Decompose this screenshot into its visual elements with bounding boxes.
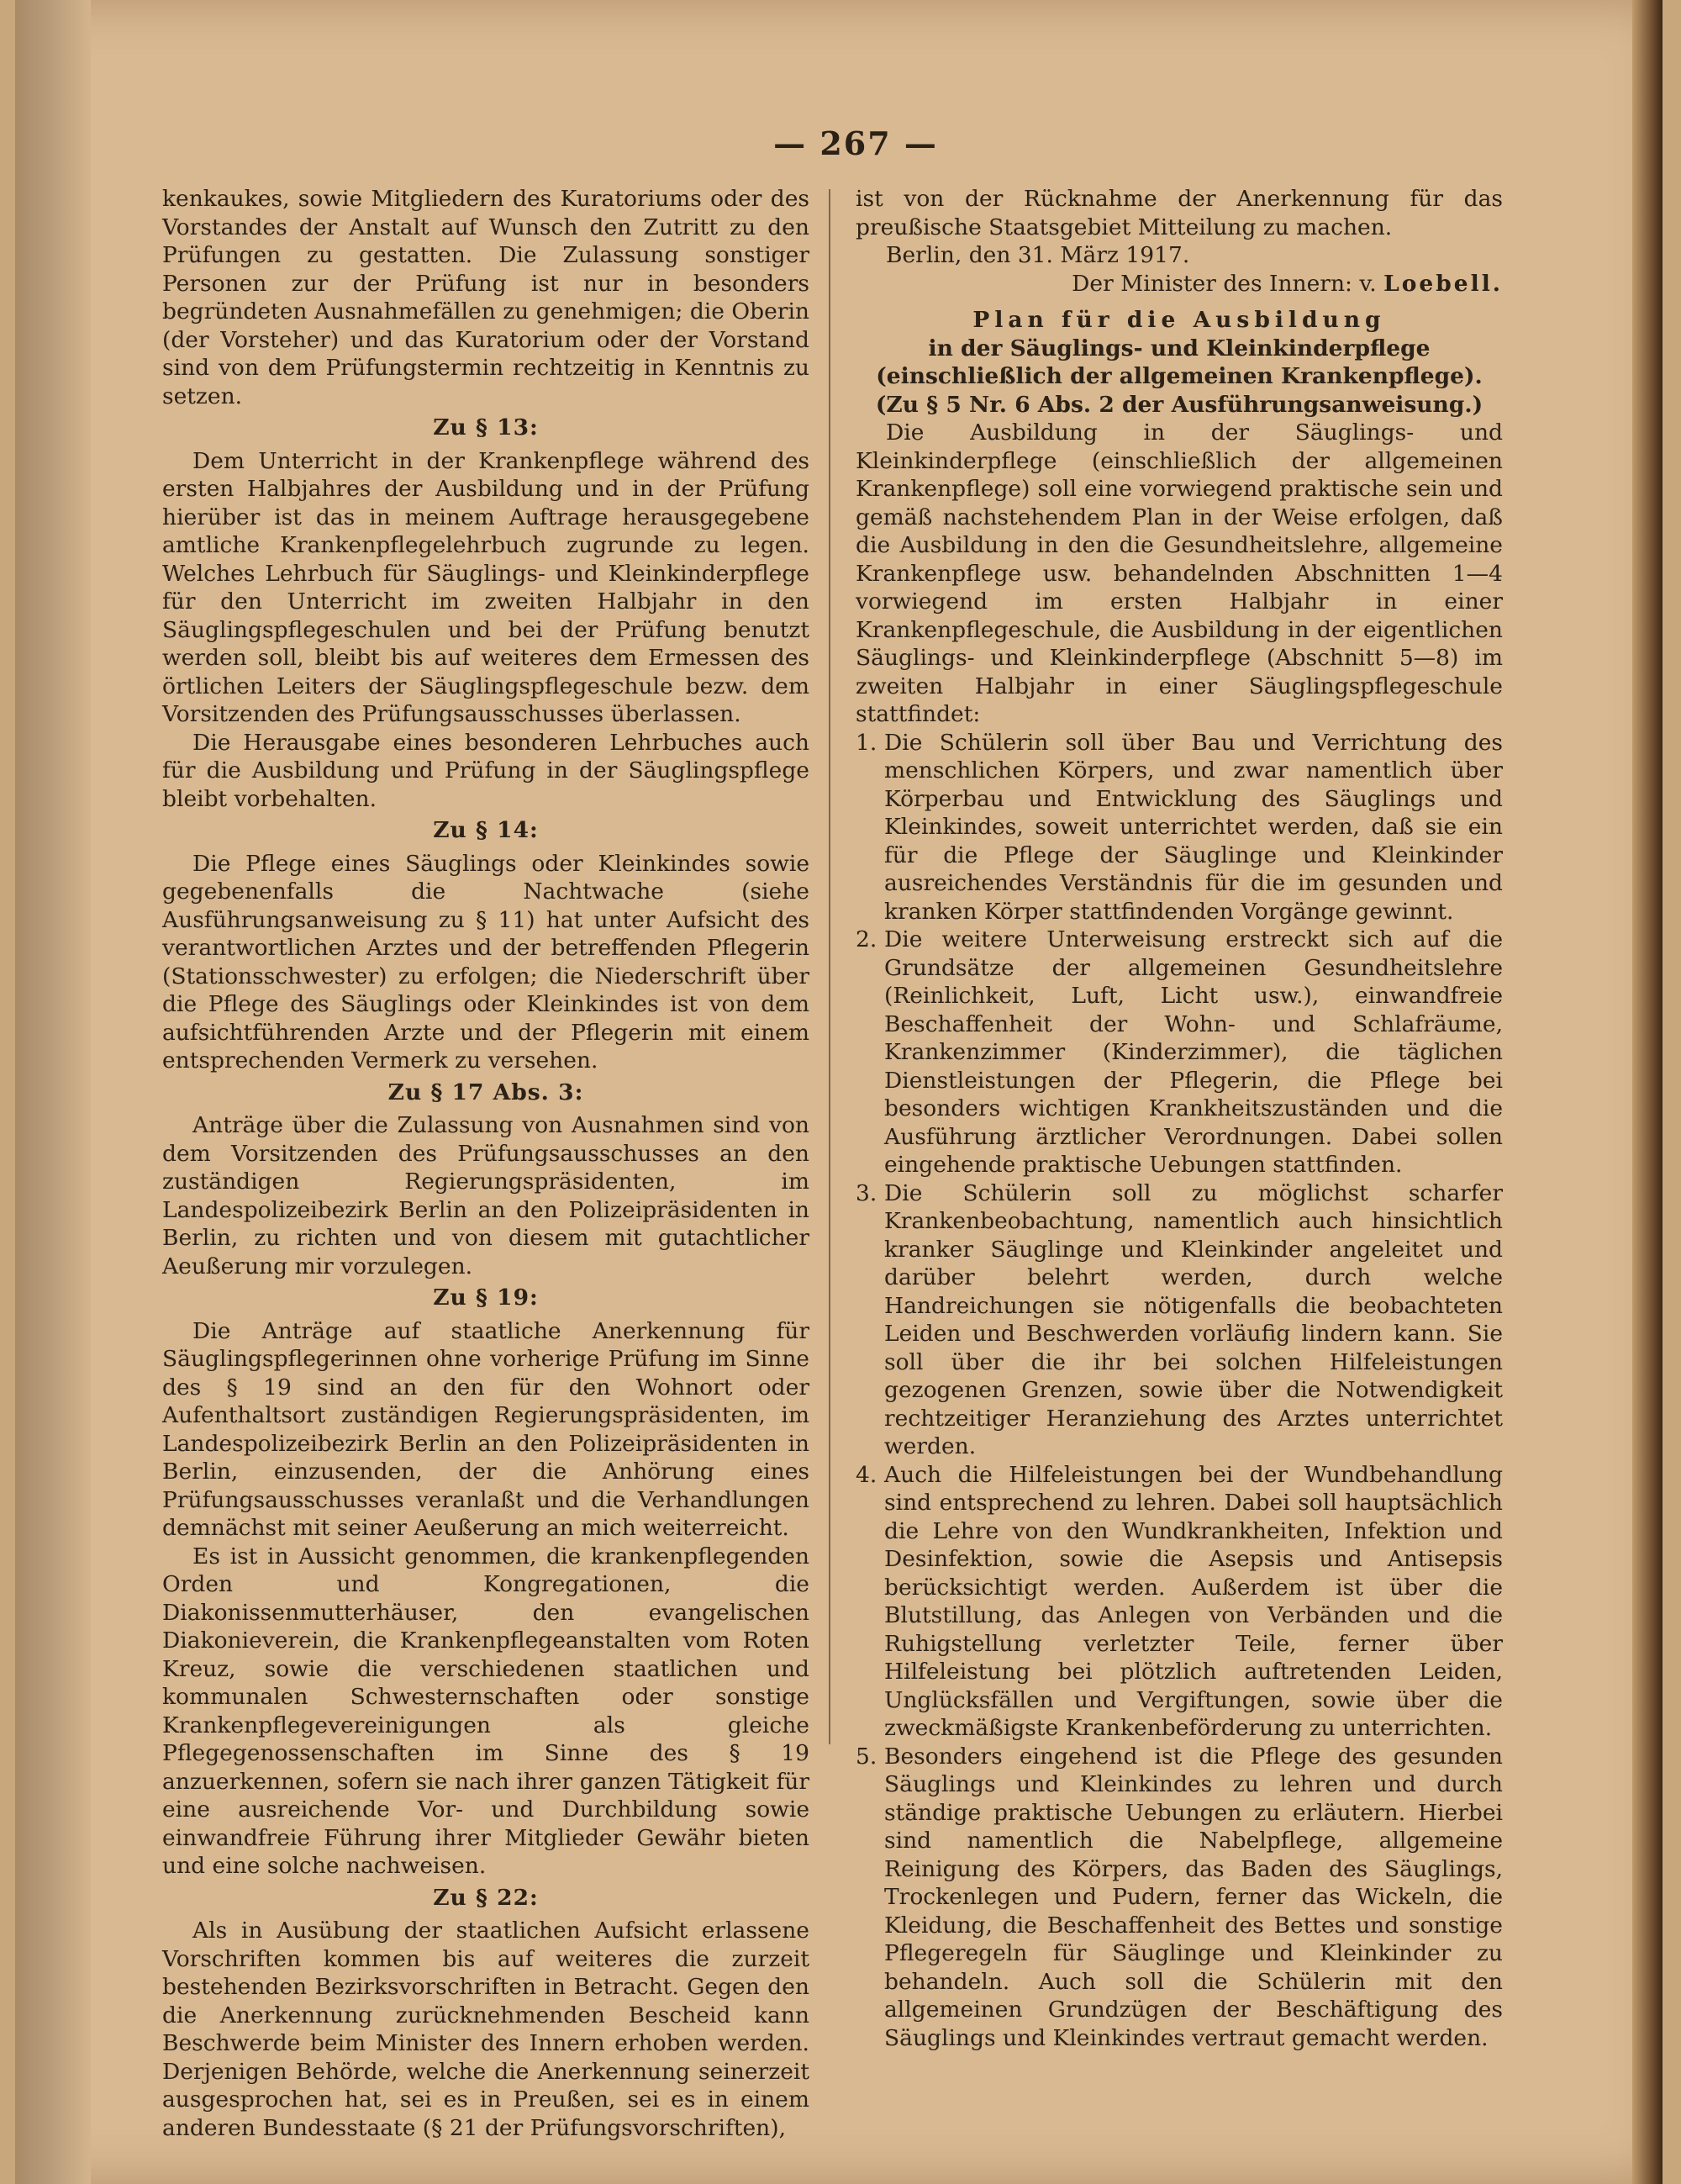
plan-intro-paragraph: Die Ausbildung in der Säuglings- und Kleinkinderpflege (einschließlich der allgemeinen Krankenpflege) soll eine vorwiegend praktische sein und gemäß nachstehendem Plan in der Weise erfolgen, daß die Ausbildung in den die Gesundheitslehre, allgemeine Krankenpflege usw. behandelnden Abschnitten 1—4 vorwiegend im ersten Halbjahr in einer Krankenpflegeschule, die Ausbildung in der eigentlichen Säuglings- und Kleinkinderpflege (Abschnitt 5—8) im zweiten Halbjahr in einer Säuglingspflegeschule stattfindet: (856, 419, 1503, 727)
page-edge (1632, 0, 1663, 2184)
paragraph: Dem Unterricht in der Krankenpflege während des ersten Halbjahres der Ausbildung und in der Prüfung hierüber ist das in meinem Auftrage herausgegebene amtliche Krankenpflegelehrbuch zugrunde zu legen. Welches Lehrbuch für Säuglings- und Kleinkinderpflege für den Unterricht im zweiten Halbjahr in den Säuglingspflegeschulen und bei der Prüfung benutzt werden soll, bleibt bis auf weiteres dem Ermessen des örtlichen Leiters der Säuglingspflegeschule bezw. dem Vorsitzenden des Prüfungsausschusses überlassen. (162, 447, 809, 727)
item-number: 1. (856, 729, 877, 756)
item-text: Auch die Hilfeleistungen bei der Wundbehandlung sind entsprechend zu lehren. Dabei soll hauptsächlich die Lehre von den Wundkrankheiten, Infektion und Desinfektion, sowie die Asepsis und Antisepsis berücksichtigt werden. Außerdem ist über die Blutstillung, das Anlegen von Verbänden und die Ruhigstellung verletzter Teile, ferner über Hilfeleistung bei plötzlich auftretenden Leiden, Unglücksfällen und Vergiftungen, sowie über die zweckmäßigste Krankenbeförderung zu unterrichten. (884, 1461, 1503, 1741)
list-item (856, 1461, 1503, 1743)
plan-reference: (Zu § 5 Nr. 6 Abs. 2 der Ausführungsanweisung.) (875, 391, 1483, 418)
list-item (856, 729, 1503, 926)
item-text: Besonders eingehend ist die Pflege des gesunden Säuglings und Kleinkindes zu lehren und durch ständige praktische Uebungen zu erläutern. Hierbei sind namentlich die Nabelpflege, allgemeine Reinigung des Körpers, das Baden des Säuglings, Trockenlegen und Pudern, ferner das Wickeln, die Kleidung, die Beschaffenheit des Bettes und sonstige Pflegeregeln für Säuglinge und Kleinkinder zu behandeln. Auch soll die Schülerin mit den allgemeinen Grundzügen der Beschäftigung des Säuglings und Kleinkindes vertraut gemacht werden. (884, 1743, 1503, 2051)
plan-subtitle: in der Säuglings- und Kleinkinderpflege (einschließlich der allgemeinen Krankenpflege). (876, 335, 1483, 389)
section-heading: Zu § 19: (433, 1285, 539, 1311)
list-item (856, 1743, 1503, 2053)
section-heading: Zu § 17 Abs. 3: (387, 1079, 584, 1105)
item-text: Die Schülerin soll über Bau und Verrichtung des menschlichen Körpers, und zwar namentlich über Körperbau und Entwicklung des Säuglings und Kleinkindes, soweit unterrichtet werden, daß sie ein für die Pflege der Säuglinge und Kleinkinder ausreichendes Verständnis für die im gesunden und kranken Körper stattfindenden Vorgänge gewinnt. (884, 729, 1503, 925)
left-intro-paragraph: kenkaukes, sowie Mitgliedern des Kuratoriums oder des Vorstandes der Anstalt auf Wunsch den Zutritt zu den Prüfungen zu gestatten. Die Zulassung sonstiger Personen zur der Prüfung ist nur in besonders begründeten Ausnahmefällen zu genehmigen; die Oberin (der Vorsteher) und das Kuratorium oder der Vorstand sind von dem Prüfungstermin rechtzeitig in Kenntnis zu setzen. (162, 186, 809, 409)
right-intro-paragraph: ist von der Rücknahme der Anerkennung für das preußische Staatsgebiet Mitteilung zu machen. (856, 186, 1503, 240)
item-number: 2. (856, 926, 877, 952)
page-number: — 267 — (773, 124, 938, 162)
signature (856, 270, 1503, 298)
item-number: 3. (856, 1179, 877, 1206)
item-number: 5. (856, 1743, 877, 1770)
plan-item-list (856, 729, 1503, 2053)
item-text: Die Schülerin soll zu möglichst scharfer Krankenbeobachtung, namentlich auch hinsichtlich kranker Säuglinge und Kleinkinder angeleitet und darüber belehrt werden, durch welche Handreichungen sie nötigenfalls die beobachteten Leiden und Beschwerden vorläufig lindern kann. Sie soll über die ihr bei solchen Hilfeleistungen gezogenen Grenzen, sowie über die Notwendigkeit rechtzeitiger Heranziehung des Arztes unterrichtet werden. (884, 1179, 1503, 1459)
document-page (15, 0, 1663, 2184)
signature-title: Der Minister des Innern: v. (1072, 270, 1377, 297)
list-item (856, 926, 1503, 1179)
paragraph: Es ist in Aussicht genommen, die krankenpflegenden Orden und Kongregationen, die Diakonissenmutterhäuser, den evangelischen Diakonieverein, die Krankenpflegeanstalten vom Roten Kreuz, sowie die verschiedenen staatlichen und kommunalen Schwesternschaften oder sonstige Krankenpflegevereinigungen als gleiche Pflegegenossenschaften im Sinne des § 19 anzuerkennen, sofern sie nach ihrer ganzen Tätigkeit für eine ausreichende Vor- und Durchbildung sowie einwandfreie Führung ihrer Mitglieder Gewähr bieten und eine solche nachweisen. (162, 1543, 809, 1879)
paragraph: Die Pflege eines Säuglings oder Kleinkindes sowie gegebenenfalls die Nachtwache (siehe Ausführungsanweisung zu § 11) hat unter Aufsicht des verantwortlichen Arztes und der betreffenden Pflegerin (Stationsschwester) zu erfolgen; die Niederschrift über die Pflege des Säuglings oder Kleinkindes ist von dem aufsichtführenden Arzte und der Pflegerin mit einem entsprechenden Vermerk zu versehen. (162, 850, 809, 1074)
book-spine-shadow (15, 0, 91, 2184)
section-heading: Zu § 22: (433, 1884, 539, 1911)
paragraph: Die Anträge auf staatliche Anerkennung für Säuglingspflegerinnen ohne vorherige Prüfung im Sinne des § 19 sind an den für den Wohnort oder Aufenthaltsort zuständigen Regierungspräsidenten, im Landespolizeibezirk Berlin an den Polizeipräsidenten in Berlin, einzusenden, der die Anhörung eines Prüfungsausschusses veranlaßt und die Verhandlungen demnächst mit seiner Aeußerung an mich weiterreicht. (162, 1317, 809, 1541)
date-line: Berlin, den 31. März 1917. (886, 242, 1190, 268)
paragraph: Anträge über die Zulassung von Ausnahmen sind von dem Vorsitzenden des Prüfungsausschusses an den zuständigen Regierungspräsidenten, im Landespolizeibezirk Berlin an den Polizeipräsidenten in Berlin, zu richten und von diesem mit gutachtlicher Aeußerung mir vorzulegen. (162, 1112, 809, 1279)
plan-title: Plan für die Ausbildung (972, 307, 1386, 333)
item-text: Die weitere Unterweisung erstreckt sich auf die Grundsätze der allgemeinen Gesundheitslehre (Reinlichkeit, Luft, Licht usw.), einwandfreie Beschaffenheit der Wohn- und Schlafräume, Krankenzimmer (Kinderzimmer), die täglichen Dienstleistungen der Pflegerin, die Pflege bei besonders wichtigen Krankheitszuständen und die Ausführung ärztlicher Verordnungen. Dabei sollen eingehende praktische Uebungen stattfinden. (884, 926, 1503, 1178)
right-column (856, 185, 1503, 2052)
section-heading: Zu § 14: (433, 817, 539, 843)
section-heading: Zu § 13: (433, 414, 539, 440)
signature-name: Loebell. (1383, 270, 1503, 297)
paragraph: Als in Ausübung der staatlichen Aufsicht erlassene Vorschriften kommen bis auf weiteres die zurzeit bestehenden Bezirksvorschriften in Betracht. Gegen den die Anerkennung zurücknehmenden Bescheid kann Beschwerde beim Minister des Innern erhoben werden. Derjenigen Behörde, welche die Anerkennung seinerzeit ausgesprochen hat, sei es in Preußen, sei es in einem anderen Bundesstaate (§ 21 der Prüfungsvorschriften), (162, 1918, 809, 2141)
column-divider (829, 189, 830, 1744)
paragraph: Die Herausgabe eines besonderen Lehrbuches auch für die Ausbildung und Prüfung in der Säuglingspflege bleibt vorbehalten. (162, 729, 809, 812)
list-item (856, 1179, 1503, 1461)
left-column (162, 185, 809, 2142)
item-number: 4. (856, 1461, 877, 1488)
